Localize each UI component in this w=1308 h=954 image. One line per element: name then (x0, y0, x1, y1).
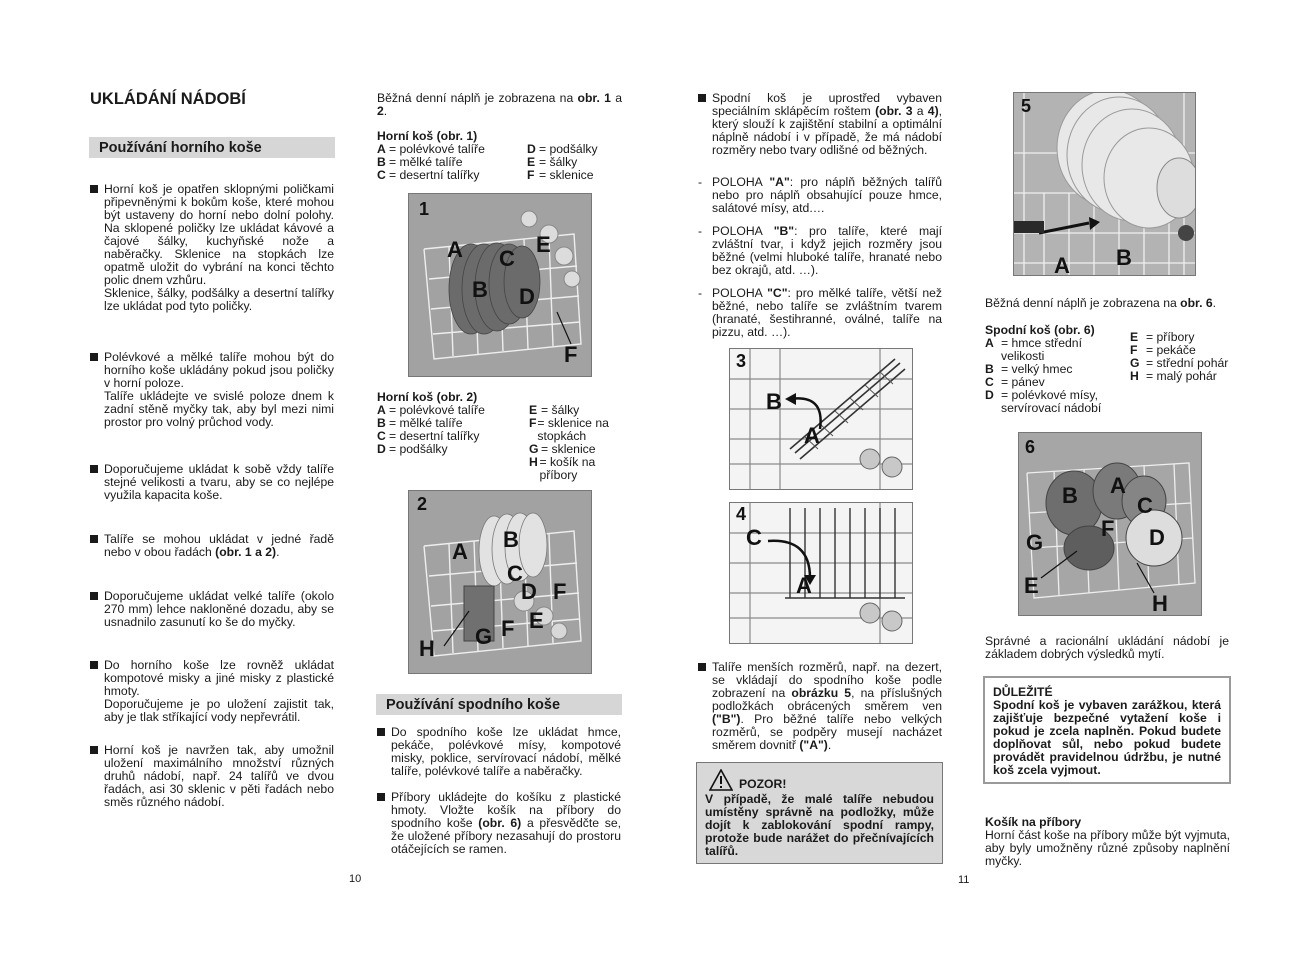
figure-number: 3 (736, 351, 747, 371)
list-item: Do spodního koše lze ukládat hmce, pekáče, polévkové mísy, kompotové misky, poklice, servírovací nádobí, mělké talíře, polévkové talíře a naběračky. (377, 726, 621, 778)
figure-label: H (1152, 591, 1168, 616)
figure-label: D (1149, 525, 1165, 550)
figure-3-folding-rack (729, 348, 913, 490)
figure-label: A (804, 423, 820, 448)
important-box: DŮLEŽITÉ Spodní koš je vybaven zarážkou, která zajišťuje bezpečné vytažení koše i pokud je zcela naplněn. Pokud budete doplňovat sůl, nebo pokud budete provádět pravidelnou údržbu, je nutné koš zcela vyjmout. (983, 676, 1231, 784)
figure-label: E (529, 608, 544, 633)
important-text: Spodní koš je vybaven zarážkou, která zajišťuje bezpečné vytažení koše i pokud je zcela naplněn. Pokud budete doplňovat sůl, nebo pokud budete provádět pravidelnou údržbu, je nutné koš zcela vyjmout. (993, 698, 1221, 777)
list-item: Horní koš je navržen tak, aby umožnil uložení maximálního množství různých druhů nádobí, např. 24 talířů ve dvou řadách, asi 30 sklenic v pěti řadách nebo směs různého nádobí. (90, 744, 334, 809)
figure-number: 6 (1025, 437, 1036, 457)
rack-illustration (730, 503, 912, 643)
figure-number: 5 (1021, 96, 1032, 116)
figure-label: F (1101, 516, 1115, 541)
list-item: Talíře menších rozměrů, např. na dezert, se vkládají do spodního koše podle zobrazení na obrázku 5, na příslušných podložkách obrácených směrem ven ("B"). Pro běžné talíře nebo velkých rozměrů, se podpěry musejí nacházet směrem dovnitř ("A"). (698, 661, 942, 752)
paragraph: Správné a racionální ukládání nádobí je základem dobrých výsledků mytí. (985, 634, 1229, 661)
section-heading-upper-basket: Používání horního koše (89, 137, 335, 158)
section-heading-lower-basket: Používání spodního koše (376, 694, 622, 715)
list-item: Talíře se mohou ukládat v jedné řadě nebo v obou řadách (obr. 1 a 2). (90, 533, 334, 559)
intro-text: Běžná denní náplň je zobrazena na obr. 6. (985, 296, 1217, 310)
list-item: Spodní koš je uprostřed vybaven speciálním sklápěcím roštem (obr. 3 a 4), který slouží k zajištění stabilní a optimální náplně nádobí i v případě, že má nádobí rozměry nebo tvary odlišné od běžných. (698, 92, 942, 157)
figure-1-upper-basket (408, 193, 592, 377)
figure-6-lower-basket-pots (1018, 432, 1202, 616)
figure-label: F (564, 342, 578, 367)
list-item: Doporučujeme ukládat k sobě vždy talíře stejné velikosti a tvaru, aby se co nejlépe využila kapacita koše. (90, 463, 334, 502)
figure-label: F (501, 616, 515, 641)
figure-label: C (507, 561, 523, 586)
list-item: Příbory ukládejte do košíku z plastické hmoty. Vložte košík na příbory do spodního koše (obr. 6) a přesvědčte se, že uložené příbory nezasahují do prostoru otáčejících se ramen. (377, 791, 621, 856)
basket-title: Košík na příbory Horní část koše na příbory může být vyjmuta, aby byly umožněny různé způsoby naplnění myčky. (985, 815, 1230, 868)
figure-label: C (746, 525, 762, 550)
legend-lower-basket-fig6: Spodní koš (obr. 6) A = hmce střední velikosti B = velký hmec C = pánev D = polévkové mísy, servírovací nádobí E = příbory F = pekáče G = střední pohár H = malý pohár (985, 323, 1229, 415)
warning-text: V případě, že malé talíře nebudou umístěny správně na podložky, může dojít k zablokování spodní rampy, protože bude narážet do přečnívajících talířů. (705, 792, 934, 858)
page-number: 10 (349, 873, 362, 885)
figure-label: C (499, 246, 515, 271)
figure-label: F (553, 579, 567, 604)
list-item: - POLOHA "A": pro náplň běžných talířů nebo pro náplň obsahující pouze hmce, salátové mísy, atd.… (698, 175, 943, 215)
figure-label: A (1110, 473, 1126, 498)
page-title: UKLÁDÁNÍ NÁDOBÍ (90, 90, 246, 108)
figure-number: 2 (417, 494, 428, 514)
legend-upper-basket-fig2: Horní koš (obr. 2) A = polévkové talíře B = mělké talíře C = desertní talířky D = podšálky E = šálky F = sklenice na stopkách G = sklenice H = košík na příbory (377, 390, 609, 482)
figure-label: B (503, 527, 519, 552)
basket-illustration (1014, 93, 1195, 275)
figure-label: E (1024, 573, 1039, 598)
figure-label: A (1054, 253, 1070, 276)
list-item: Horní koš je opatřen sklopnými poličkami připevněnými k bokům koše, které mohou být ustaveny do horní nebo dolní polohy. Na sklopené poličky lze ukládat kávové a čajové šálky, kuchyňské nože a naběračky. Sklenice na stopkách lze opatmě uložit do vybrání na konci těchto polic dnem vzhůru. Sklenice, šálky, podšálky a desertní talířky lze ukládat pod tyto poličky. (90, 183, 334, 313)
figure-label: D (521, 579, 537, 604)
figure-label: B (766, 389, 782, 414)
figure-label: E (536, 232, 551, 257)
intro-text: Běžná denní náplň je zobrazena na obr. 1 a 2. (377, 91, 622, 118)
warning-box: POZOR! V případě, že malé talíře nebudou umístěny správně na podložky, může dojít k zablokování spodní rampy, protože bude narážet do přečnívajících talířů. (696, 762, 943, 864)
figure-number: 1 (419, 199, 430, 219)
figure-label: B (472, 277, 488, 302)
warning-triangle-icon (709, 769, 733, 791)
list-item: Do horního koše lze rovněž ukládat kompotové misky a jiné misky z plastické hmoty. Doporučujeme je po uložení zajistit tak, aby je tlak stříkající vody nepřevrátil. (90, 659, 334, 724)
figure-label: A (796, 573, 812, 598)
figure-label: D (519, 284, 535, 309)
figure-4-folding-rack (729, 502, 913, 644)
figure-label: G (475, 624, 493, 649)
list-item: Doporučujeme ukládat velké talíře (okolo 270 mm) lehce nakloněné dozadu, aby se usnadnilo zasunutí ko še do myčky. (90, 590, 334, 629)
figure-label: G (1026, 530, 1044, 555)
rack-illustration (730, 349, 912, 489)
figure-label: A (452, 539, 468, 564)
list-item: - POLOHA "B": pro talíře, které mají zvláštní tvar, i když jejich rozměry jsou běžné (velmi hluboké talíře, hranaté nebo bez okrajů, atd. …). (698, 224, 942, 277)
figure-label: C (1137, 493, 1153, 518)
figure-label: H (419, 636, 435, 661)
list-item: - POLOHA "C": pro mělké talíře, větší než běžné, nebo talíře se zvláštním tvarem (hranaté, šestihranné, oválné, talíře na pizzu, atd. …). (698, 286, 943, 339)
figure-label: B (1116, 245, 1132, 270)
legend-upper-basket-fig1: Horní koš (obr. 1) A = polévkové talíře B = mělké talíře C = desertní talířky D = podšálky E = šálky F = sklenice (377, 129, 598, 182)
figure-number: 4 (736, 504, 747, 524)
page-number: 11 (958, 874, 970, 886)
figure-2-upper-basket (408, 490, 592, 674)
list-item: Polévkové a mělké talíře mohou být do horního koše ukládány pokud jsou poličky v horní poloze. Talíře ukládejte ve svislé poloze dnem k zadní stěně myčky tak, aby byl mezi nimi prostor pro volný průchod vody. (90, 351, 334, 429)
figure-label: A (447, 237, 463, 262)
figure-label: B (1062, 483, 1078, 508)
figure-5-lower-basket-plates (1013, 92, 1196, 276)
